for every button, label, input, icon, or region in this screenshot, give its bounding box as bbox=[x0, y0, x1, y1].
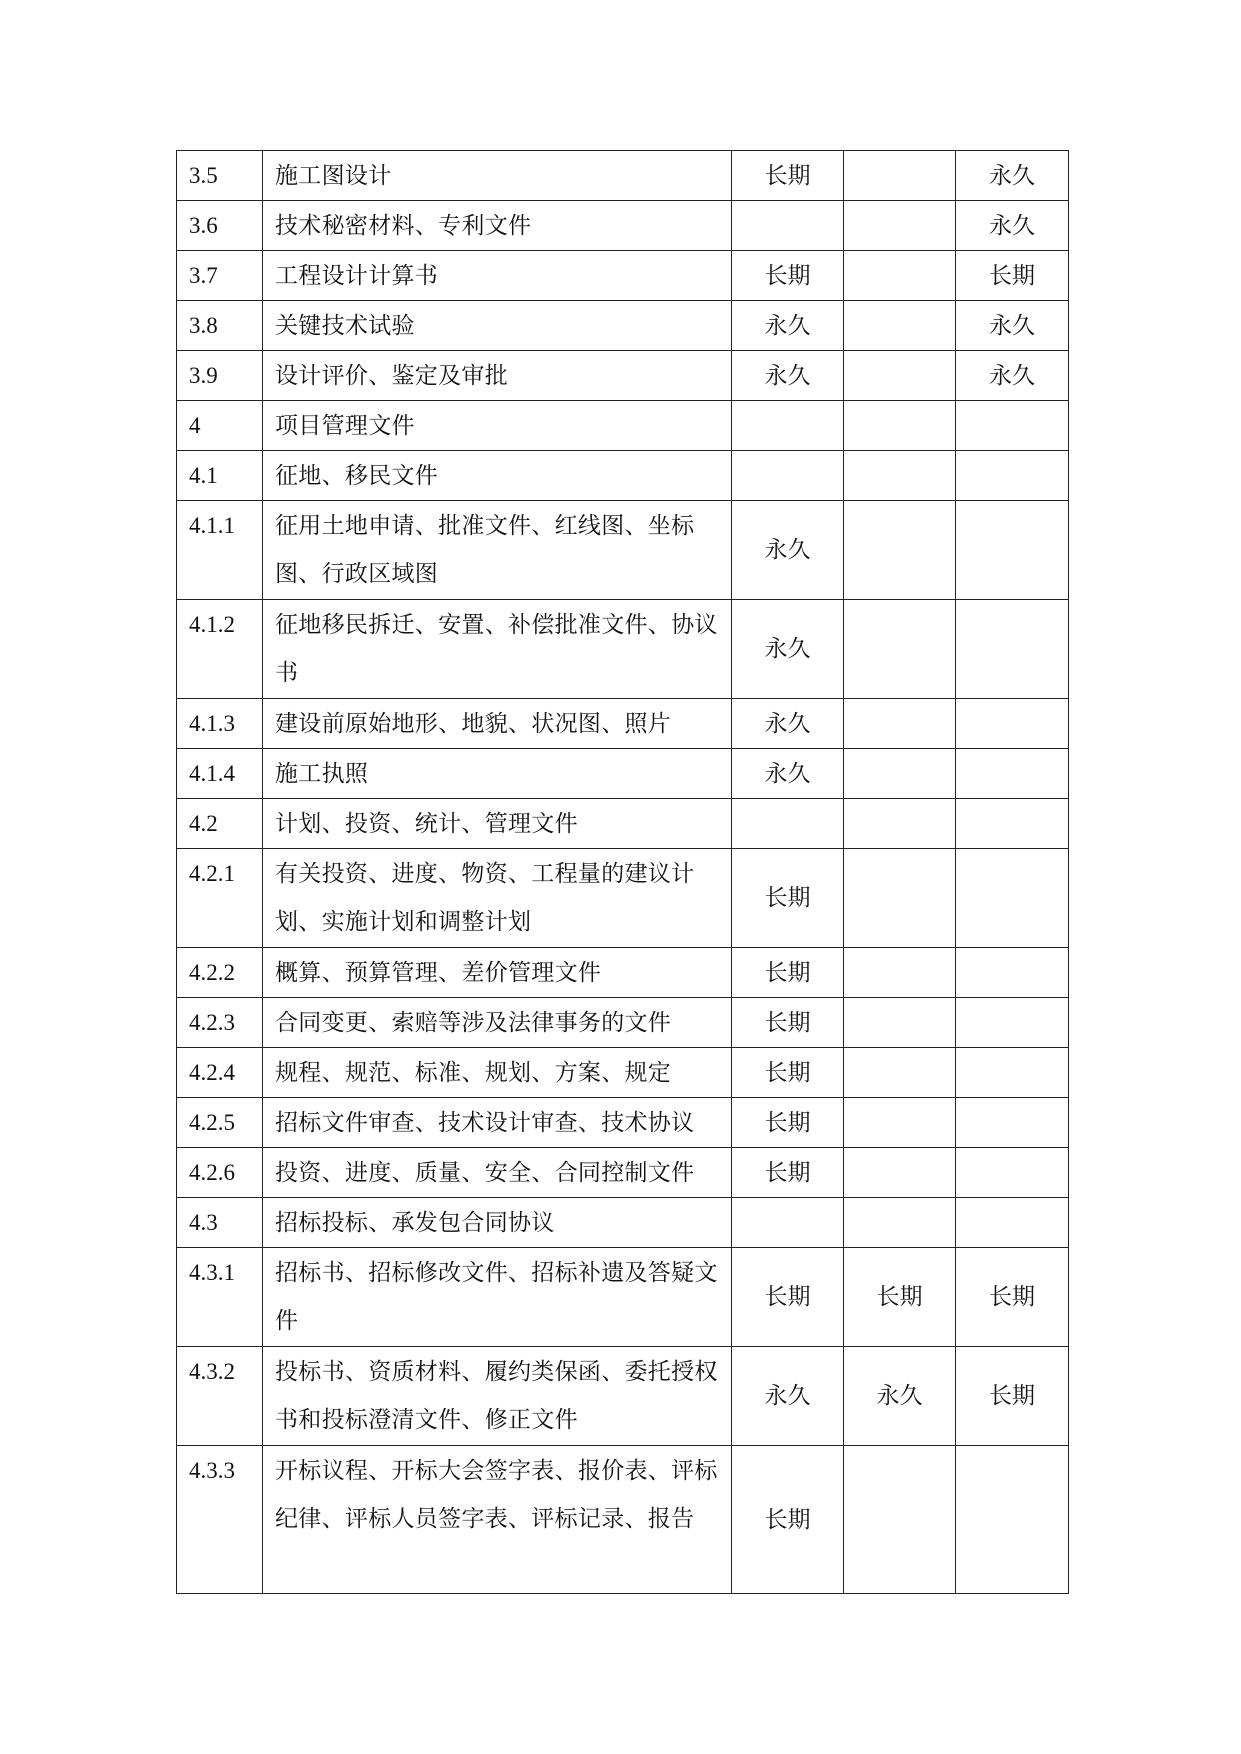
item-number: 4.2 bbox=[189, 811, 218, 836]
retention-period-cell-2 bbox=[844, 151, 956, 201]
item-number-cell bbox=[177, 749, 263, 799]
item-number-cell bbox=[177, 948, 263, 998]
retention-period-cell-3: 长期 bbox=[956, 1347, 1069, 1446]
document-name: 征用土地申请、批准文件、红线图、坐标图、行政区域图 bbox=[275, 513, 695, 587]
retention-period-cell-3 bbox=[956, 451, 1069, 501]
retention-period-cell-3 bbox=[956, 501, 1069, 600]
retention-period-cell-1 bbox=[732, 799, 844, 849]
document-name-cell bbox=[263, 1347, 732, 1446]
retention-period-cell-3 bbox=[956, 1098, 1069, 1148]
retention-period-cell-1: 长期 bbox=[732, 151, 844, 201]
document-name: 投标书、资质材料、履约类保函、委托授权书和投标澄清文件、修正文件 bbox=[275, 1359, 718, 1433]
item-number: 4.2.6 bbox=[189, 1160, 235, 1185]
table-row bbox=[177, 600, 1069, 699]
retention-period-cell-2 bbox=[844, 401, 956, 451]
table-row bbox=[177, 151, 1069, 201]
item-number-cell bbox=[177, 1048, 263, 1098]
retention-period-cell-3 bbox=[956, 998, 1069, 1048]
document-name-cell bbox=[263, 849, 732, 948]
document-name-cell bbox=[263, 1098, 732, 1148]
item-number: 4 bbox=[189, 413, 201, 438]
retention-period-cell-2: 永久 bbox=[844, 1347, 956, 1446]
table-row bbox=[177, 201, 1069, 251]
document-name: 技术秘密材料、专利文件 bbox=[275, 213, 532, 239]
retention-period-cell-1 bbox=[732, 401, 844, 451]
item-number: 4.2.5 bbox=[189, 1110, 235, 1135]
item-number: 4.1.1 bbox=[189, 513, 235, 538]
item-number: 4.2.2 bbox=[189, 960, 235, 985]
retention-period-cell-2 bbox=[844, 799, 956, 849]
item-number-cell bbox=[177, 1098, 263, 1148]
retention-period-cell-1: 长期 bbox=[732, 849, 844, 948]
table-row bbox=[177, 451, 1069, 501]
retention-period-cell-3 bbox=[956, 699, 1069, 749]
retention-period-cell-2 bbox=[844, 1446, 956, 1594]
item-number-cell bbox=[177, 1198, 263, 1248]
item-number-cell bbox=[177, 401, 263, 451]
retention-period-cell-1: 长期 bbox=[732, 1248, 844, 1347]
document-name-cell bbox=[263, 451, 732, 501]
item-number: 4.2.3 bbox=[189, 1010, 235, 1035]
retention-period-cell-1: 长期 bbox=[732, 251, 844, 301]
table-row bbox=[177, 501, 1069, 600]
document-name-cell bbox=[263, 1248, 732, 1347]
retention-period-cell-1 bbox=[732, 201, 844, 251]
document-name: 建设前原始地形、地貌、状况图、照片 bbox=[275, 711, 672, 737]
document-name-cell bbox=[263, 301, 732, 351]
retention-period-cell-3: 永久 bbox=[956, 301, 1069, 351]
item-number-cell bbox=[177, 600, 263, 699]
retention-period-cell-1: 永久 bbox=[732, 1347, 844, 1446]
retention-period-cell-2 bbox=[844, 201, 956, 251]
document-name-cell bbox=[263, 1198, 732, 1248]
retention-period-cell-2 bbox=[844, 451, 956, 501]
retention-period-cell-1: 永久 bbox=[732, 749, 844, 799]
retention-period-cell-2 bbox=[844, 998, 956, 1048]
retention-period-cell-2 bbox=[844, 749, 956, 799]
document-name: 项目管理文件 bbox=[275, 413, 415, 439]
table-row bbox=[177, 1048, 1069, 1098]
table-row bbox=[177, 1198, 1069, 1248]
table-row bbox=[177, 749, 1069, 799]
table-row bbox=[177, 998, 1069, 1048]
retention-period-cell-3 bbox=[956, 401, 1069, 451]
document-name-cell bbox=[263, 699, 732, 749]
item-number-cell bbox=[177, 201, 263, 251]
document-name-cell bbox=[263, 201, 732, 251]
retention-period-cell-2: 长期 bbox=[844, 1248, 956, 1347]
retention-period-cell-2 bbox=[844, 1048, 956, 1098]
retention-period-cell-2 bbox=[844, 1198, 956, 1248]
item-number-cell bbox=[177, 451, 263, 501]
retention-period-cell-3 bbox=[956, 1048, 1069, 1098]
document-name: 施工执照 bbox=[275, 761, 369, 787]
table-row bbox=[177, 1098, 1069, 1148]
retention-period-cell-2 bbox=[844, 699, 956, 749]
item-number-cell bbox=[177, 351, 263, 401]
document-name: 招标书、招标修改文件、招标补遗及答疑文件 bbox=[275, 1260, 718, 1334]
table-row bbox=[177, 251, 1069, 301]
retention-period-cell-1: 长期 bbox=[732, 948, 844, 998]
document-name: 规程、规范、标准、规划、方案、规定 bbox=[275, 1060, 672, 1086]
retention-period-cell-3: 长期 bbox=[956, 1248, 1069, 1347]
table-row bbox=[177, 301, 1069, 351]
table-row bbox=[177, 699, 1069, 749]
document-name: 施工图设计 bbox=[275, 163, 392, 189]
item-number: 3.9 bbox=[189, 363, 218, 388]
document-name-cell bbox=[263, 251, 732, 301]
item-number: 3.8 bbox=[189, 313, 218, 338]
retention-period-cell-1: 永久 bbox=[732, 351, 844, 401]
item-number: 4.2.1 bbox=[189, 861, 235, 886]
item-number: 4.1 bbox=[189, 463, 218, 488]
document-name-cell bbox=[263, 799, 732, 849]
document-name: 招标文件审查、技术设计审查、技术协议 bbox=[275, 1110, 695, 1136]
table-row bbox=[177, 1148, 1069, 1198]
retention-period-cell-2 bbox=[844, 351, 956, 401]
retention-period-cell-1: 永久 bbox=[732, 501, 844, 600]
table-row bbox=[177, 849, 1069, 948]
document-name-cell bbox=[263, 1148, 732, 1198]
item-number-cell bbox=[177, 799, 263, 849]
document-name-cell bbox=[263, 1048, 732, 1098]
document-name-cell bbox=[263, 351, 732, 401]
item-number-cell bbox=[177, 151, 263, 201]
item-number: 3.6 bbox=[189, 213, 218, 238]
item-number: 4.3 bbox=[189, 1210, 218, 1235]
document-name: 投资、进度、质量、安全、合同控制文件 bbox=[275, 1160, 695, 1186]
table-row bbox=[177, 799, 1069, 849]
document-name: 概算、预算管理、差价管理文件 bbox=[275, 960, 602, 986]
retention-period-cell-1: 长期 bbox=[732, 1098, 844, 1148]
item-number-cell bbox=[177, 1148, 263, 1198]
retention-period-cell-3: 永久 bbox=[956, 351, 1069, 401]
document-name: 合同变更、索赔等涉及法律事务的文件 bbox=[275, 1010, 672, 1036]
document-name-cell bbox=[263, 151, 732, 201]
table-body bbox=[177, 151, 1069, 1594]
retention-period-cell-3 bbox=[956, 749, 1069, 799]
retention-period-cell-2 bbox=[844, 301, 956, 351]
retention-period-cell-3 bbox=[956, 1198, 1069, 1248]
retention-period-cell-1: 长期 bbox=[732, 1148, 844, 1198]
document-name: 设计评价、鉴定及审批 bbox=[275, 363, 508, 389]
retention-period-cell-2 bbox=[844, 849, 956, 948]
document-name-cell bbox=[263, 749, 732, 799]
item-number-cell bbox=[177, 1248, 263, 1347]
item-number-cell bbox=[177, 849, 263, 948]
retention-period-cell-3 bbox=[956, 948, 1069, 998]
document-name-cell bbox=[263, 948, 732, 998]
table-row bbox=[177, 401, 1069, 451]
item-number: 4.2.4 bbox=[189, 1060, 235, 1085]
document-name: 计划、投资、统计、管理文件 bbox=[275, 811, 578, 837]
retention-period-cell-3 bbox=[956, 799, 1069, 849]
item-number-cell bbox=[177, 301, 263, 351]
table-row bbox=[177, 351, 1069, 401]
retention-period-cell-1: 长期 bbox=[732, 1048, 844, 1098]
item-number: 4.3.1 bbox=[189, 1260, 235, 1285]
table-row bbox=[177, 1248, 1069, 1347]
retention-period-cell-1: 永久 bbox=[732, 699, 844, 749]
table-row bbox=[177, 1446, 1069, 1594]
document-name: 有关投资、进度、物资、工程量的建议计划、实施计划和调整计划 bbox=[275, 861, 695, 935]
item-number: 4.3.2 bbox=[189, 1359, 235, 1384]
table-row bbox=[177, 948, 1069, 998]
item-number-cell bbox=[177, 1446, 263, 1594]
retention-period-cell-2 bbox=[844, 948, 956, 998]
retention-period-cell-3 bbox=[956, 1446, 1069, 1594]
retention-period-cell-2 bbox=[844, 1148, 956, 1198]
item-number-cell bbox=[177, 998, 263, 1048]
retention-period-cell-1: 永久 bbox=[732, 301, 844, 351]
retention-period-cell-1 bbox=[732, 1198, 844, 1248]
table-row bbox=[177, 1347, 1069, 1446]
document-name: 招标投标、承发包合同协议 bbox=[275, 1210, 555, 1236]
document-name: 征地移民拆迁、安置、补偿批准文件、协议书 bbox=[275, 612, 718, 686]
retention-period-cell-3: 永久 bbox=[956, 151, 1069, 201]
document-name: 征地、移民文件 bbox=[275, 463, 439, 489]
retention-period-cell-1: 长期 bbox=[732, 1446, 844, 1594]
retention-period-cell-1: 永久 bbox=[732, 600, 844, 699]
document-name: 关键技术试验 bbox=[275, 313, 415, 339]
item-number: 4.1.2 bbox=[189, 612, 235, 637]
item-number: 4.1.3 bbox=[189, 711, 235, 736]
retention-period-cell-3: 永久 bbox=[956, 201, 1069, 251]
document-name: 工程设计计算书 bbox=[275, 263, 439, 289]
retention-period-cell-2 bbox=[844, 251, 956, 301]
item-number-cell bbox=[177, 251, 263, 301]
item-number-cell bbox=[177, 1347, 263, 1446]
retention-period-cell-3: 长期 bbox=[956, 251, 1069, 301]
document-name-cell bbox=[263, 501, 732, 600]
document-name-cell bbox=[263, 998, 732, 1048]
document-name: 开标议程、开标大会签字表、报价表、评标纪律、评标人员签字表、评标记录、报告 bbox=[275, 1458, 718, 1532]
retention-period-cell-3 bbox=[956, 1148, 1069, 1198]
item-number-cell bbox=[177, 699, 263, 749]
document-name-cell bbox=[263, 600, 732, 699]
document-name-cell bbox=[263, 1446, 732, 1594]
retention-period-cell-1 bbox=[732, 451, 844, 501]
document-name-cell bbox=[263, 401, 732, 451]
item-number: 3.7 bbox=[189, 263, 218, 288]
retention-period-cell-2 bbox=[844, 600, 956, 699]
retention-period-cell-1: 长期 bbox=[732, 998, 844, 1048]
item-number: 4.1.4 bbox=[189, 761, 235, 786]
item-number-cell bbox=[177, 501, 263, 600]
item-number: 4.3.3 bbox=[189, 1458, 235, 1483]
records-retention-table bbox=[176, 150, 1069, 1594]
retention-period-cell-2 bbox=[844, 1098, 956, 1148]
retention-period-cell-3 bbox=[956, 849, 1069, 948]
retention-period-cell-3 bbox=[956, 600, 1069, 699]
item-number: 3.5 bbox=[189, 163, 218, 188]
retention-period-cell-2 bbox=[844, 501, 956, 600]
